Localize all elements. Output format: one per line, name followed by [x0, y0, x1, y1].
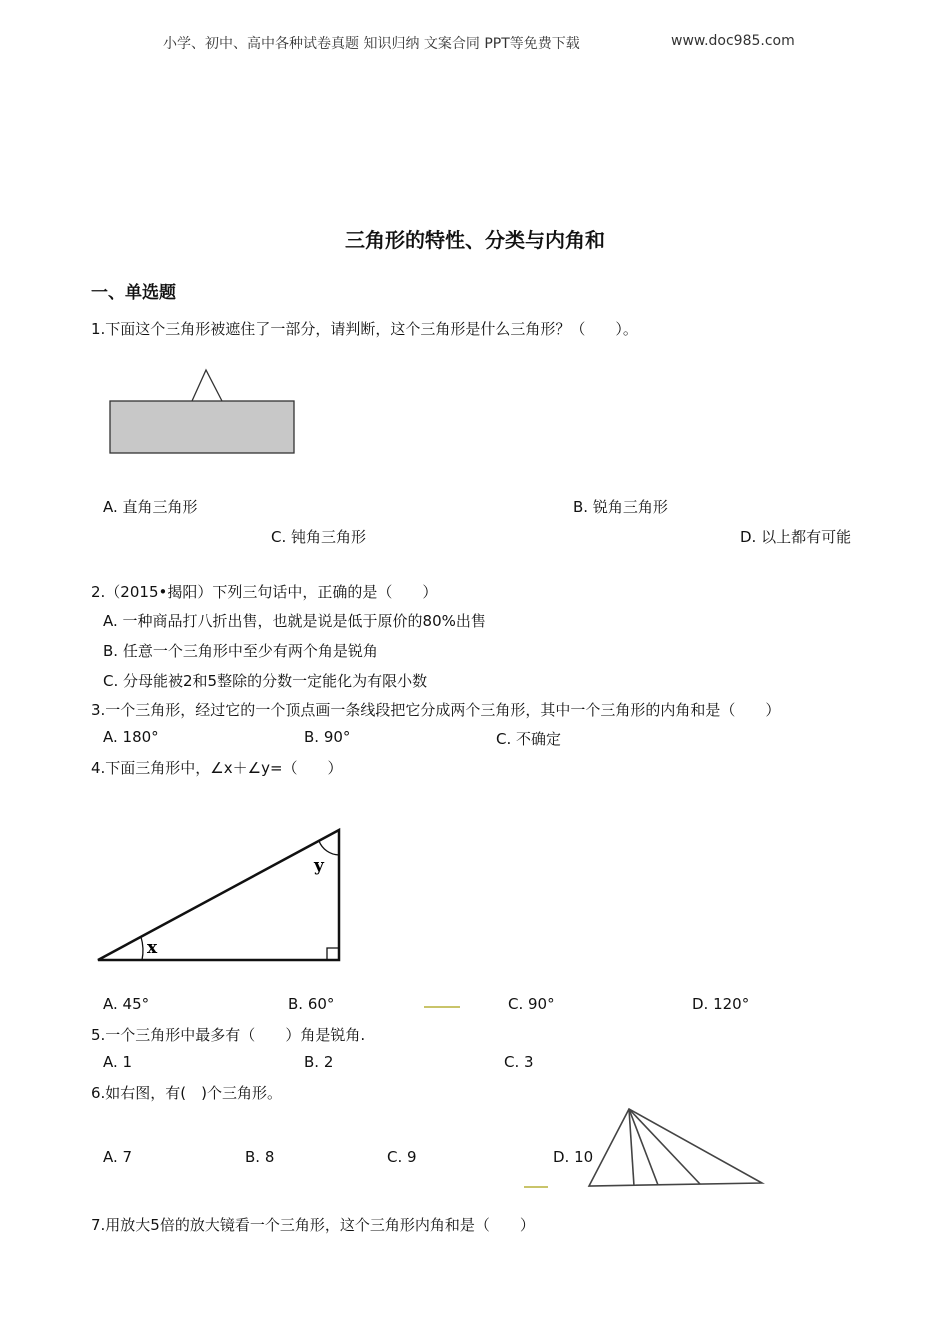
q3-option-b[interactable]: B. 90° — [304, 728, 351, 746]
inner-line-3 — [629, 1109, 700, 1184]
q1-option-b[interactable]: B. 锐角三角形 — [573, 498, 668, 516]
triangle-count-figure — [586, 1106, 766, 1190]
q2-option-c[interactable]: C. 分母能被2和5整除的分数一定能化为有限小数 — [103, 672, 428, 690]
outer-triangle — [589, 1109, 762, 1186]
q5-option-a[interactable]: A. 1 — [103, 1053, 133, 1071]
q5-option-b[interactable]: B. 2 — [304, 1053, 334, 1071]
q6-option-d[interactable]: D. 10 — [553, 1148, 594, 1166]
question-4: 4.下面三角形中，∠x＋∠y=（ ） — [91, 759, 343, 777]
q6-option-b[interactable]: B. 8 — [245, 1148, 275, 1166]
question-5: 5.一个三角形中最多有（ ）角是锐角. — [91, 1026, 366, 1044]
question-7: 7.用放大5倍的放大镜看一个三角形，这个三角形内角和是（ ） — [91, 1216, 535, 1234]
question-1: 1.下面这个三角形被遮住了一部分，请判断，这个三角形是什么三角形？（ ）。 — [91, 320, 638, 338]
angle-y-arc — [319, 841, 339, 855]
decorative-mark-2 — [524, 1186, 548, 1188]
q4-option-c[interactable]: C. 90° — [508, 995, 555, 1013]
question-2: 2.（2015•揭阳）下列三句话中，正确的是（ ） — [91, 583, 438, 601]
q1-option-d[interactable]: D. 以上都有可能 — [740, 528, 852, 546]
q3-option-c[interactable]: C. 不确定 — [496, 730, 562, 748]
q4-option-a[interactable]: A. 45° — [103, 995, 150, 1013]
q5-option-c[interactable]: C. 3 — [504, 1053, 534, 1071]
q2-option-a[interactable]: A. 一种商品打八折出售，也就是说是低于原价的80%出售 — [103, 612, 486, 630]
question-3: 3.一个三角形，经过它的一个顶点画一条线段把它分成两个三角形，其中一个三角形的内角和是（ ） — [91, 701, 781, 719]
decorative-mark — [424, 1006, 460, 1008]
right-angle-mark — [327, 948, 339, 960]
q4-option-d[interactable]: D. 120° — [692, 995, 750, 1013]
q3-option-a[interactable]: A. 180° — [103, 728, 159, 746]
header-site: www.doc985.com — [671, 33, 795, 49]
triangle-outline — [98, 830, 339, 960]
q1-option-c[interactable]: C. 钝角三角形 — [271, 528, 367, 546]
question-6: 6.如右图，有( )个三角形。 — [91, 1084, 283, 1102]
angle-x-arc — [141, 937, 143, 960]
header-text: 小学、初中、高中各种试卷真题 知识归纳 文案合同 PPT等免费下载 — [163, 36, 580, 52]
q4-option-b[interactable]: B. 60° — [288, 995, 335, 1013]
label-x: x — [147, 938, 158, 958]
page-header — [163, 33, 795, 53]
q2-option-b[interactable]: B. 任意一个三角形中至少有两个角是锐角 — [103, 642, 378, 660]
triangle-tip — [192, 370, 222, 401]
q6-option-a[interactable]: A. 7 — [103, 1148, 133, 1166]
covered-triangle-figure — [108, 368, 298, 456]
right-triangle-figure — [96, 826, 344, 964]
q6-option-c[interactable]: C. 9 — [387, 1148, 417, 1166]
q1-option-a[interactable]: A. 直角三角形 — [103, 498, 198, 516]
section-heading: 一、单选题 — [91, 283, 176, 303]
page-title: 三角形的特性、分类与内角和 — [345, 228, 605, 252]
cover-rectangle — [110, 401, 294, 453]
label-y: y — [314, 856, 324, 876]
